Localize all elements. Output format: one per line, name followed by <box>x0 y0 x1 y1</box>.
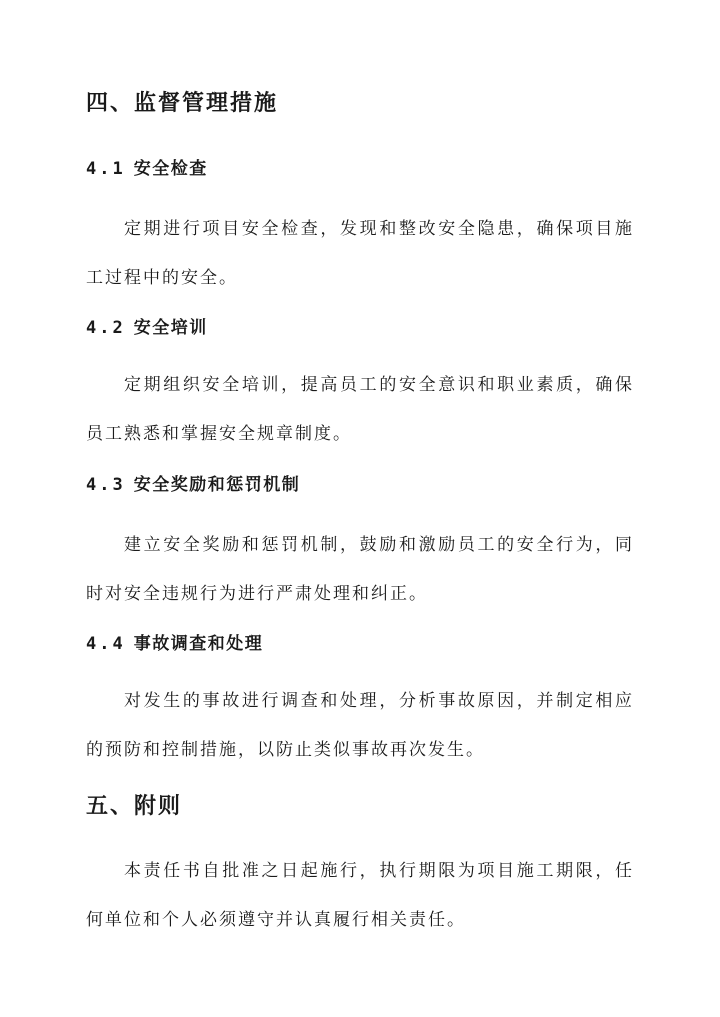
paragraph-4-1: 定期进行项目安全检查，发现和整改安全隐患，确保项目施工过程中的安全。 <box>86 219 634 288</box>
subsection-title: 安全培训 <box>133 318 208 338</box>
subsection-title: 事故调查和处理 <box>133 634 264 654</box>
subsection-heading-4-3 <box>86 473 300 497</box>
paragraph-4-2: 定期组织安全培训，提高员工的安全意识和职业素质，确保员工熟悉和掌握安全规章制度。 <box>86 375 634 444</box>
subsection-title: 安全奖励和惩罚机制 <box>133 475 301 495</box>
subsection-heading-4-1 <box>86 157 208 181</box>
section-heading-5: 五、附则 <box>86 793 183 819</box>
subsection-number: 4.2 <box>86 318 126 338</box>
section-heading-4: 四、监督管理措施 <box>86 90 279 116</box>
subsection-title: 安全检查 <box>133 159 208 179</box>
subsection-number: 4.1 <box>86 159 126 179</box>
subsection-heading-4-4 <box>86 632 263 656</box>
subsection-number: 4.3 <box>86 475 126 495</box>
paragraph-5: 本责任书自批准之日起施行，执行期限为项目施工期限，任何单位和个人必须遵守并认真履行相关责任。 <box>86 861 634 930</box>
subsection-heading-4-2 <box>86 316 208 340</box>
paragraph-4-4: 对发生的事故进行调查和处理，分析事故原因，并制定相应的预防和控制措施，以防止类似事故再次发生。 <box>86 691 634 760</box>
paragraph-4-3: 建立安全奖励和惩罚机制，鼓励和激励员工的安全行为，同时对安全违规行为进行严肃处理和纠正。 <box>86 535 634 604</box>
subsection-number: 4.4 <box>86 634 126 654</box>
